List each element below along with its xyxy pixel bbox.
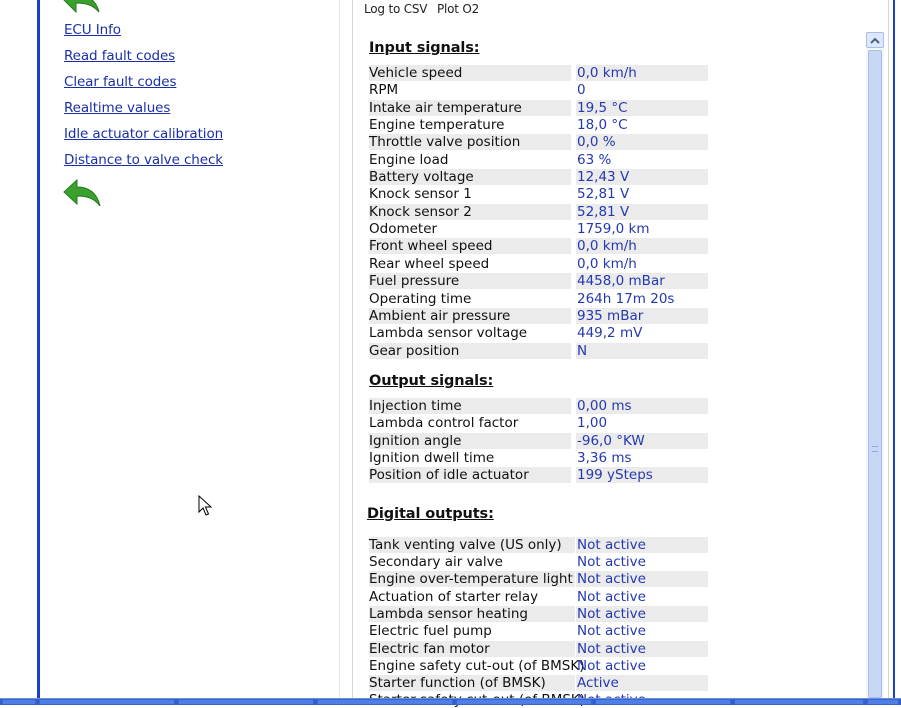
row-label: Ignition dwell time — [369, 450, 495, 466]
row-value: -96,0 °KW — [576, 433, 708, 449]
row-label: Lambda sensor heating — [369, 606, 575, 622]
taskbar-button[interactable] — [178, 699, 314, 705]
table-row — [369, 433, 708, 449]
pane-gap — [340, 0, 352, 698]
table-row — [369, 186, 708, 202]
log-to-csv-button[interactable]: Log to CSV — [364, 2, 428, 16]
row-label: Lambda sensor voltage — [369, 325, 528, 341]
row-label: Battery voltage — [369, 169, 571, 185]
row-value: Not active — [577, 658, 646, 674]
table-row — [369, 571, 708, 587]
scroll-up-button[interactable] — [866, 32, 884, 48]
input-signals-title: Input signals: — [369, 40, 480, 56]
table-row — [369, 415, 708, 431]
nav-link-idle-actuator-calibration[interactable]: Idle actuator calibration — [64, 126, 224, 142]
row-label: Starter function (of BMSK) — [369, 675, 575, 691]
table-row — [369, 65, 708, 81]
table-row — [369, 100, 708, 116]
row-label: Knock sensor 2 — [369, 204, 571, 220]
row-label: Position of idle actuator — [369, 467, 571, 483]
row-label: Front wheel speed — [369, 238, 571, 254]
table-row — [369, 343, 708, 359]
table-row — [369, 291, 708, 307]
table-row — [369, 82, 708, 98]
nav-link-ecu-info[interactable]: ECU Info — [64, 22, 121, 38]
row-value: Not active — [577, 589, 646, 605]
row-value: 0,0 km/h — [576, 65, 708, 81]
row-value: Not active — [577, 623, 646, 639]
table-row — [369, 117, 708, 133]
row-value: 3,36 ms — [577, 450, 632, 466]
nav-link-distance-to-valve-check[interactable]: Distance to valve check — [64, 152, 223, 168]
row-value: 449,2 mV — [577, 325, 643, 341]
row-value: 52,81 V — [576, 204, 708, 220]
taskbar-button[interactable] — [39, 699, 175, 705]
table-row — [369, 152, 708, 168]
back-arrow-icon[interactable] — [62, 0, 102, 14]
row-value: Not active — [577, 554, 646, 570]
table-row — [369, 273, 708, 289]
table-row — [369, 623, 708, 639]
row-label: Odometer — [369, 221, 438, 237]
row-value: 19,5 °C — [576, 100, 708, 116]
row-label: Engine over-temperature light — [369, 571, 575, 587]
row-value: 1759,0 km — [577, 221, 650, 237]
row-label: Vehicle speed — [369, 65, 571, 81]
row-value: 0,0 km/h — [577, 256, 637, 272]
row-label: Gear position — [369, 343, 571, 359]
row-label: Throttle valve position — [369, 134, 571, 150]
row-value: 63 % — [577, 152, 612, 168]
table-row — [369, 606, 708, 622]
taskbar-button[interactable] — [595, 699, 731, 705]
table-row — [369, 221, 708, 237]
row-label: Operating time — [369, 291, 472, 307]
row-value: 935 mBar — [576, 308, 708, 324]
table-row — [369, 398, 708, 414]
nav-link-clear-fault-codes[interactable]: Clear fault codes — [64, 74, 177, 90]
nav-link-read-fault-codes[interactable]: Read fault codes — [64, 48, 176, 64]
row-label: Electric fan motor — [369, 641, 575, 657]
row-label: Rear wheel speed — [369, 256, 490, 272]
output-signals-title: Output signals: — [369, 373, 494, 389]
row-value: Not active — [576, 537, 708, 553]
nav-link-realtime-values[interactable]: Realtime values — [64, 100, 171, 116]
row-value: N — [576, 343, 708, 359]
taskbar-button[interactable] — [317, 699, 453, 705]
row-value: 0,00 ms — [576, 398, 708, 414]
taskbar-button[interactable] — [456, 699, 592, 705]
table-row — [369, 641, 708, 657]
row-value: 264h 17m 20s — [577, 291, 675, 307]
row-value: 0 — [577, 82, 586, 98]
scrollbar-grip-icon — [872, 446, 878, 452]
table-row — [369, 238, 708, 254]
row-value: 0,0 km/h — [576, 238, 708, 254]
taskbar-button[interactable] — [734, 699, 864, 705]
row-label: Engine load — [369, 152, 449, 168]
row-label: Knock sensor 1 — [369, 186, 472, 202]
table-row — [369, 467, 708, 483]
table-row — [369, 134, 708, 150]
row-label: Tank venting valve (US only) — [369, 537, 575, 553]
row-value: Not active — [576, 641, 708, 657]
table-row — [369, 169, 708, 185]
content-left-border — [352, 0, 353, 698]
window-right-frame-line — [893, 0, 895, 698]
row-value: Not active — [576, 606, 708, 622]
taskbar-button[interactable] — [2, 699, 36, 705]
row-label: Ambient air pressure — [369, 308, 571, 324]
row-value: 12,43 V — [576, 169, 708, 185]
row-label: Injection time — [369, 398, 571, 414]
table-row — [369, 589, 708, 605]
row-value: Not active — [576, 571, 708, 587]
table-row — [369, 658, 708, 674]
table-row — [369, 256, 708, 272]
row-label: Electric fuel pump — [369, 623, 492, 639]
row-label: Fuel pressure — [369, 273, 571, 289]
plot-o2-button[interactable]: Plot O2 — [437, 2, 480, 16]
table-row — [369, 450, 708, 466]
row-value: 199 ySteps — [576, 467, 708, 483]
table-row — [369, 308, 708, 324]
row-label: Lambda control factor — [369, 415, 519, 431]
scrollbar-thumb[interactable] — [868, 50, 882, 698]
row-label: Actuation of starter relay — [369, 589, 539, 605]
row-value: 1,00 — [577, 415, 608, 431]
back-arrow-icon[interactable] — [62, 178, 102, 208]
table-row — [369, 675, 708, 691]
row-value: 52,81 V — [577, 186, 630, 202]
taskbar-button[interactable] — [867, 699, 899, 705]
row-label: Intake air temperature — [369, 100, 571, 116]
row-value: 4458,0 mBar — [576, 273, 708, 289]
chevron-up-icon — [867, 34, 883, 48]
table-row — [369, 554, 708, 570]
row-label: Engine safety cut-out (of BMSK) — [369, 658, 585, 674]
table-row — [369, 204, 708, 220]
row-label: Engine temperature — [369, 117, 505, 133]
row-label: RPM — [369, 82, 399, 98]
row-label: Ignition angle — [369, 433, 571, 449]
mouse-pointer-icon — [198, 495, 212, 517]
row-value: Active — [576, 675, 708, 691]
digital-outputs-title: Digital outputs: — [367, 506, 494, 522]
row-value: 0,0 % — [576, 134, 708, 150]
table-row — [369, 537, 708, 553]
table-row — [369, 325, 708, 341]
row-value: 18,0 °C — [577, 117, 628, 133]
window-left-frame — [0, 0, 40, 698]
row-label: Secondary air valve — [369, 554, 503, 570]
